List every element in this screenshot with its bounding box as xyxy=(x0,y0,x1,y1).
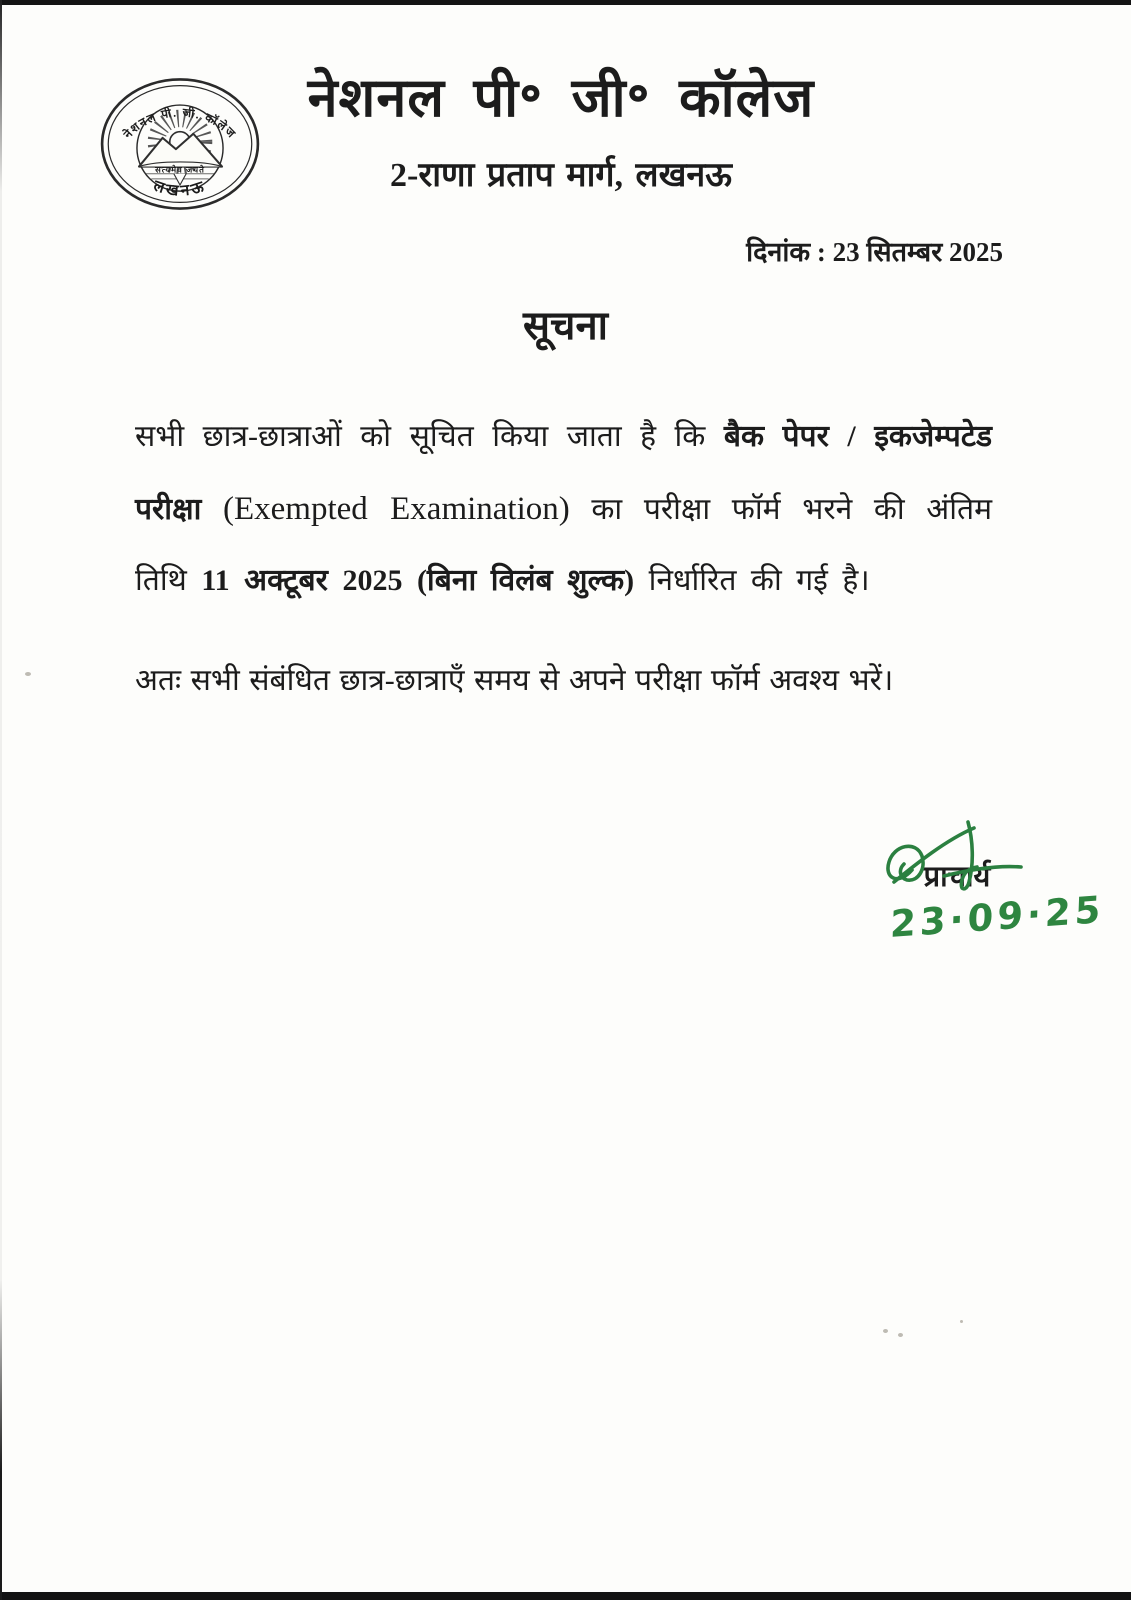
scan-speck xyxy=(898,1333,903,1337)
handwritten-date: 23·09·25 xyxy=(889,887,1106,947)
para1-line1-regular: सभी छात्र-छात्राओं को सूचित किया जाता है कि xyxy=(135,420,706,453)
para1-line3-regular2: निर्धारित की गई है। xyxy=(648,564,870,597)
notice-date: दिनांक : 23 सितम्बर 2025 xyxy=(746,237,1003,267)
principal-signature-icon xyxy=(878,812,1028,904)
scan-speck xyxy=(25,672,31,676)
notice-paragraph-1 xyxy=(135,412,992,628)
scan-edge-bottom xyxy=(0,1592,1131,1600)
para1-line3-regular1: तिथि xyxy=(135,564,187,597)
notice-paragraph-2: अतः सभी संबंधित छात्र-छात्राएँ समय से अपने परीक्षा फॉर्म अवश्य भरें। xyxy=(135,664,894,697)
scan-edge-top xyxy=(0,0,1131,5)
college-name: नेशनल पी॰ जी॰ कॉलेज xyxy=(307,68,815,128)
seal-arc-text: नेशनल पी. जी. कॉलेज xyxy=(121,106,239,142)
college-address: 2-राणा प्रताप मार्ग, लखनऊ xyxy=(390,157,732,194)
para1-line1-bold: बैक पेपर / इकजेम्पटेड xyxy=(723,420,992,453)
seal-city-text: लखनऊ xyxy=(151,177,209,200)
college-seal-logo xyxy=(98,76,262,212)
seal-motto: सत्यमेव जयते xyxy=(155,165,205,175)
notice-title: सूचना xyxy=(523,303,608,348)
para1-line2 xyxy=(135,484,992,556)
para1-line2-bold: परीक्षा xyxy=(135,493,202,526)
para1-line3 xyxy=(135,556,992,628)
para1-line2-regular: का परीक्षा फॉर्म भरने की अंतिम xyxy=(591,493,993,526)
principal-designation: प्राचार्य xyxy=(923,861,991,893)
scan-edge-left xyxy=(0,0,2,1600)
scan-speck xyxy=(883,1329,888,1333)
scan-speck xyxy=(960,1320,963,1323)
para1-line1 xyxy=(135,412,992,484)
para1-line2-latin: (Exempted Examination) xyxy=(223,491,570,527)
para1-line3-bold: 11 अक्टूबर 2025 (बिना विलंब शुल्क) xyxy=(201,564,635,597)
